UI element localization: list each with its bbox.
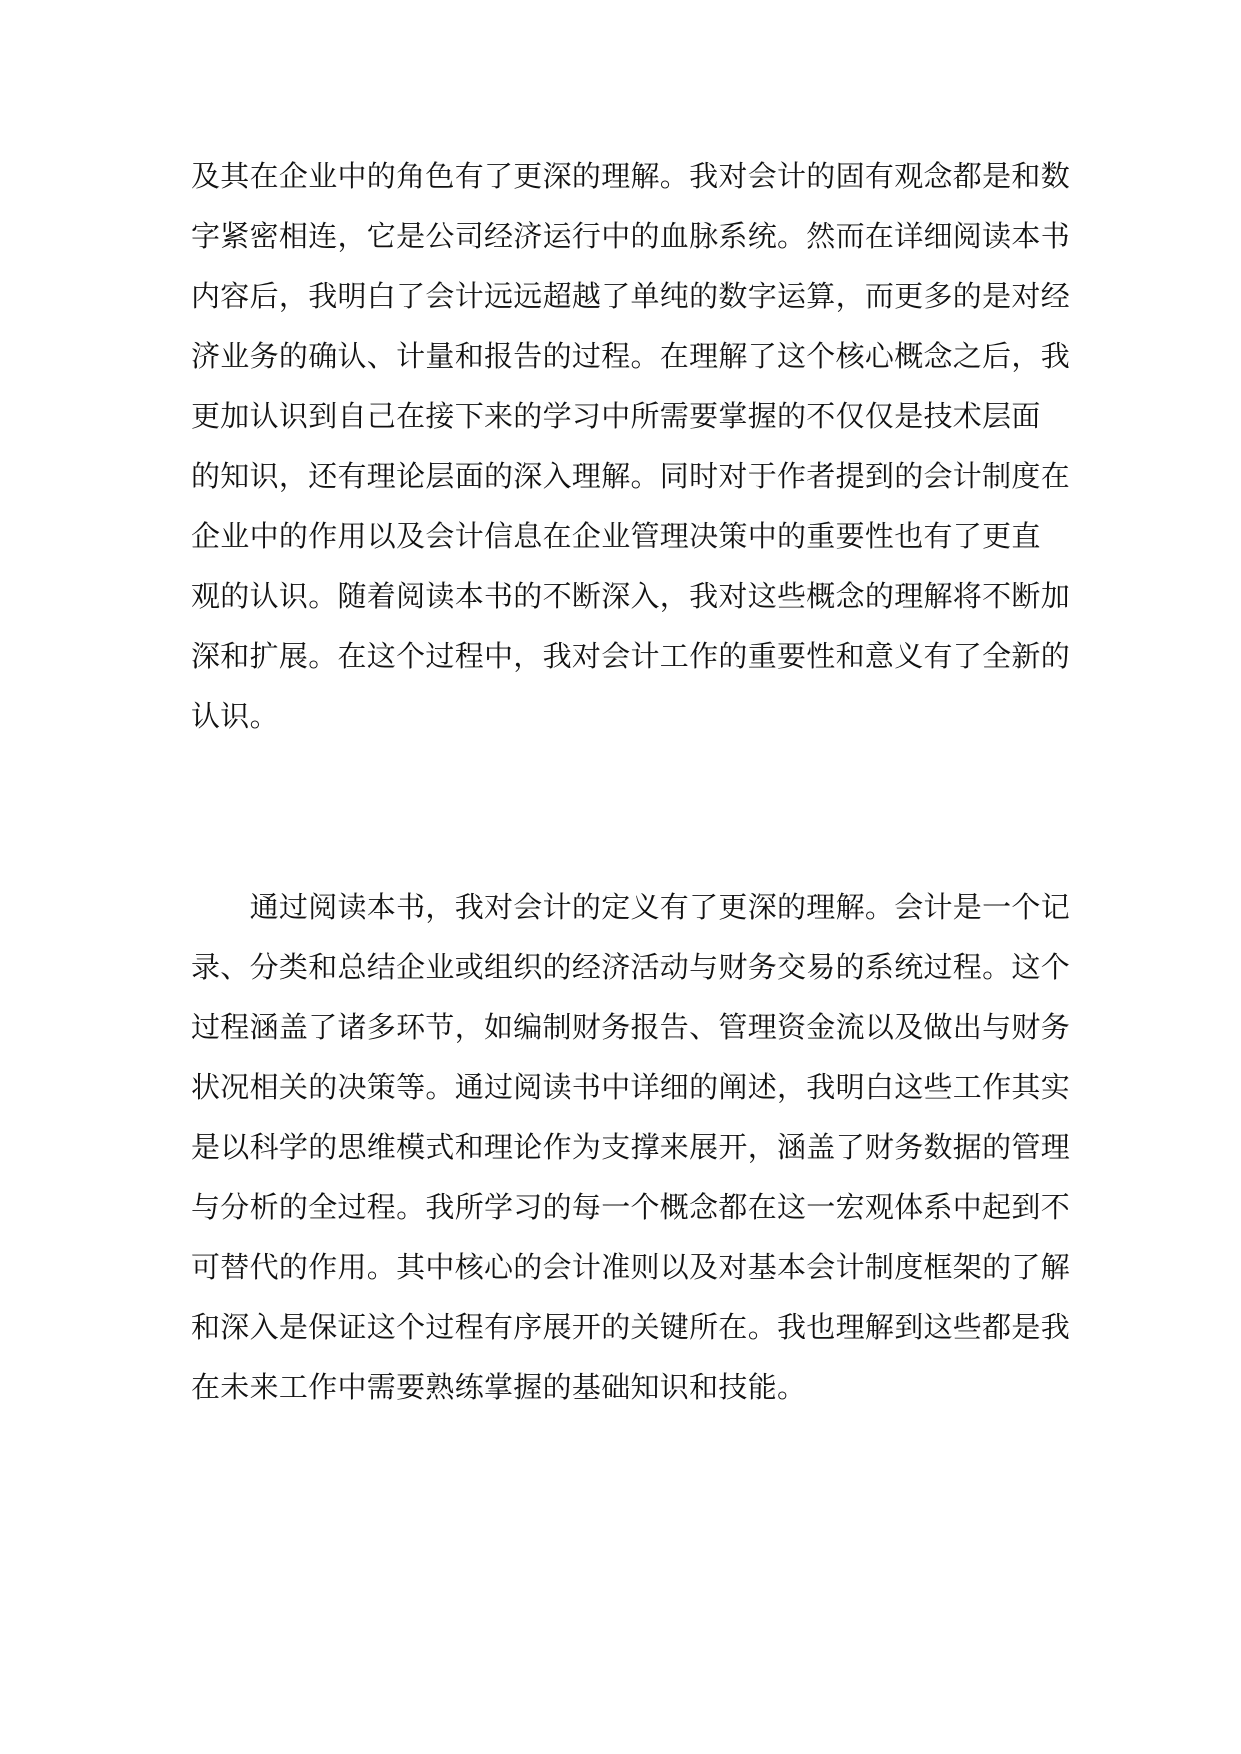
- paragraph-line: 更加认识到自己在接下来的学习中所需要掌握的不仅仅是技术层面: [191, 399, 1041, 433]
- paragraph-line: 及其在企业中的角色有了更深的理解。我对会计的固有观念都是和数: [191, 159, 1071, 193]
- paragraph-line: 在未来工作中需要熟练掌握的基础知识和技能。: [191, 1370, 807, 1404]
- paragraph-line: 的知识，还有理论层面的深入理解。同时对于作者提到的会计制度在: [191, 459, 1071, 493]
- paragraph-line: 内容后，我明白了会计远远超越了单纯的数字运算，而更多的是对经: [191, 279, 1071, 313]
- paragraph-line: 过程涵盖了诸多环节，如编制财务报告、管理资金流以及做出与财务: [191, 1010, 1071, 1044]
- paragraph-line: 是以科学的思维模式和理论作为支撑来展开，涵盖了财务数据的管理: [191, 1130, 1071, 1164]
- paragraph-line: 企业中的作用以及会计信息在企业管理决策中的重要性也有了更直: [191, 519, 1041, 553]
- paragraph-2: [191, 881, 1071, 1421]
- paragraph-line: 济业务的确认、计量和报告的过程。在理解了这个核心概念之后，我: [191, 339, 1071, 373]
- paragraph-line: 录、分类和总结企业或组织的经济活动与财务交易的系统过程。这个: [191, 950, 1071, 984]
- paragraph-line: 深和扩展。在这个过程中，我对会计工作的重要性和意义有了全新的: [191, 639, 1071, 673]
- paragraph-1: [191, 150, 1071, 750]
- paragraph-line: 认识。: [191, 699, 279, 733]
- paragraph-line: 和深入是保证这个过程有序展开的关键所在。我也理解到这些都是我: [191, 1310, 1071, 1344]
- paragraph-line: 状况相关的决策等。通过阅读书中详细的阐述，我明白这些工作其实: [191, 1070, 1071, 1104]
- paragraph-line: 通过阅读本书，我对会计的定义有了更深的理解。会计是一个记: [191, 890, 1071, 924]
- paragraph-line: 字紧密相连，它是公司经济运行中的血脉系统。然而在详细阅读本书: [191, 219, 1071, 253]
- paragraph-line: 观的认识。随着阅读本书的不断深入，我对这些概念的理解将不断加: [191, 579, 1071, 613]
- paragraph-line: 可替代的作用。其中核心的会计准则以及对基本会计制度框架的了解: [191, 1250, 1071, 1284]
- paragraph-line: 与分析的全过程。我所学习的每一个概念都在这一宏观体系中起到不: [191, 1190, 1071, 1224]
